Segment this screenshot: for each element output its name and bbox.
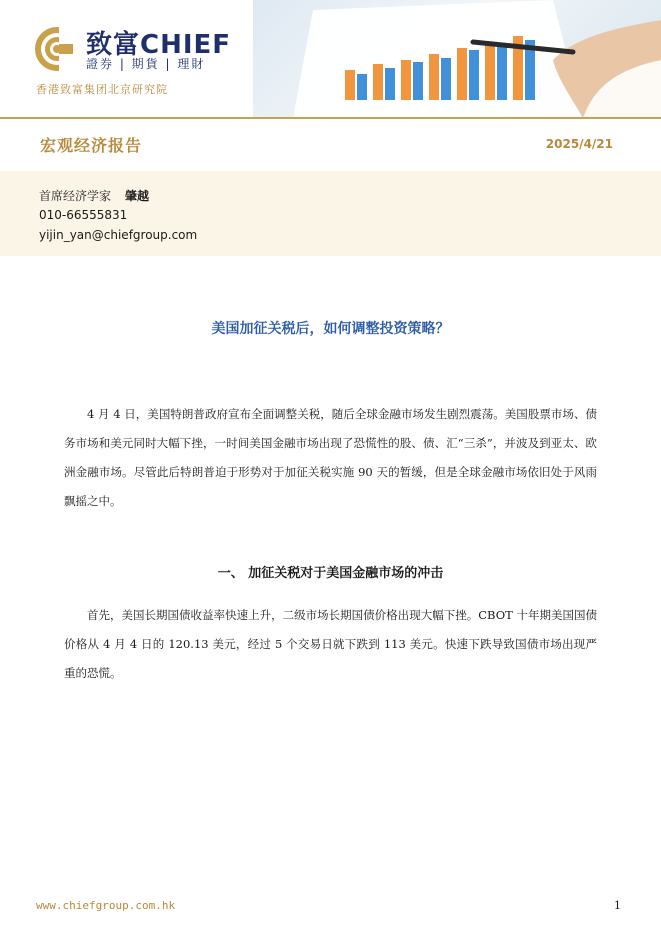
author-role: 首席经济学家 [39, 189, 112, 203]
section-1-heading: 一、 加征关税对于美国金融市场的冲击 [217, 566, 444, 581]
report-type: 宏观经济报告 [40, 136, 143, 155]
section-1-text: 首先，美国长期国债收益率快速上升，二级市场长期国债价格出现大幅下挫。CBOT 十年期美国国债价格从 4 月 4 日的 120.13 美元，经过 5 个交易日就下跌到 113 美元。快速下跌导致国债市场出现严重的恐慌。 [64, 608, 597, 680]
report-header [0, 0, 661, 118]
logo-subtitle: 證券 | 期貨 | 理財 [86, 57, 206, 71]
intro-paragraph [64, 400, 597, 516]
logo-brand-cn: 致富 [86, 30, 141, 60]
header-divider [0, 117, 661, 119]
header-hero-image [253, 0, 661, 118]
author-phone: 010-66555831 [39, 208, 128, 222]
report-date: 2025/4/21 [545, 137, 613, 151]
bar-chart-illustration-icon [253, 0, 661, 118]
institute-name: 香港致富集团北京研究院 [36, 83, 168, 96]
footer-website-link[interactable]: www.chiefgroup.com.hk [36, 899, 176, 912]
author-role-line [39, 187, 149, 204]
author-info-box [0, 171, 661, 256]
intro-text: 4 月 4 日，美国特朗普政府宣布全面调整关税，随后全球金融市场发生剧烈震荡。美国股票市场、债务市场和美元同时大幅下挫，一时间美国金融市场出现了恐慌性的股、债、汇“三杀”，并波及到亚太、欧洲金融市场。尽管此后特朗普迫于形势对于加征关税实施 90 天的暂缓，但是全球金融市场依旧处于风雨飘摇之中。 [64, 407, 597, 508]
logo-brand-en: CHIEF [140, 30, 232, 60]
chief-logo-icon [34, 26, 80, 72]
page-number: 1 [614, 899, 621, 912]
author-name: 肇越 [125, 189, 150, 203]
section-1-paragraph [64, 601, 597, 688]
article-title: 美国加征关税后，如何调整投资策略？ [211, 321, 450, 337]
author-email[interactable]: yijin_yan@chiefgroup.com [39, 228, 198, 242]
